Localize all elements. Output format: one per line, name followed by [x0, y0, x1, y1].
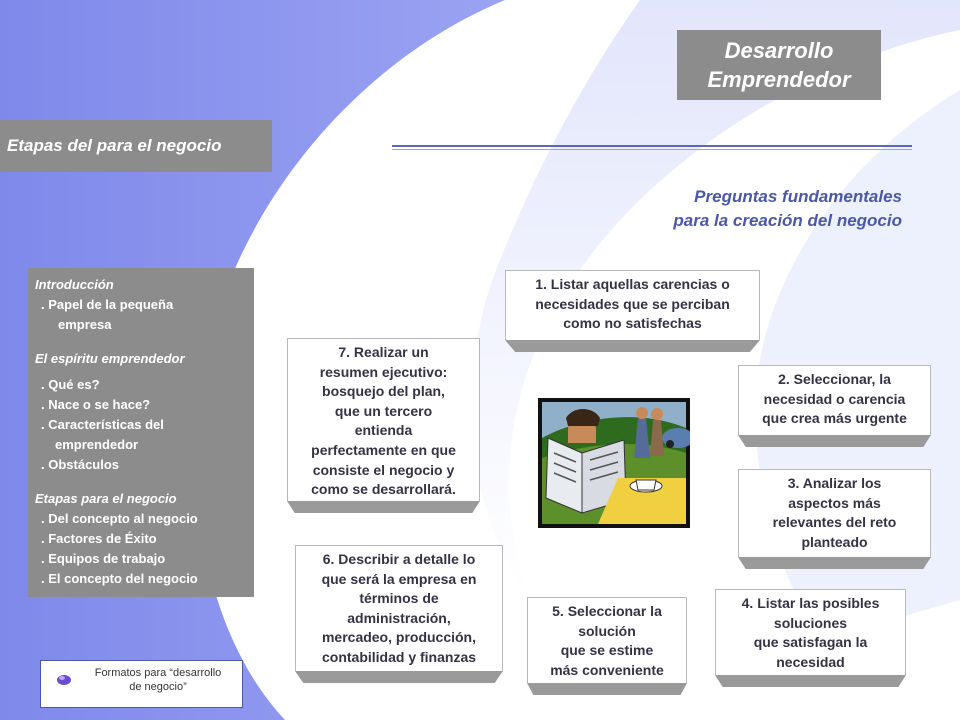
step-2-line-2: necesidad o carencia — [763, 390, 906, 407]
step-3-line-1: 3. Analizar los — [787, 475, 882, 491]
step-3-line-4: planteado — [801, 533, 868, 550]
step-7-line-6: perfectamente en que — [311, 441, 456, 458]
step-card-1[interactable] — [505, 270, 760, 340]
card-shadow — [505, 340, 760, 352]
brand-line-1: Desarrollo — [724, 38, 834, 63]
menu-item-caracteristicas-cont[interactable]: emprendedor — [55, 437, 139, 452]
step-7-line-2: resumen ejecutivo: — [319, 363, 448, 380]
menu-item-que-es[interactable]: . Qué es? — [41, 377, 100, 392]
person-reading-newspaper-illustration — [538, 398, 690, 528]
step-2-line-1: 2. Seleccionar, la — [778, 371, 891, 387]
step-5-line-4: más conveniente — [550, 661, 664, 678]
subtitle-line-2: para la creación del negocio — [673, 211, 902, 230]
step-4-line-3: que satisfagan la — [753, 634, 868, 651]
menu-item-factores[interactable]: . Factores de Éxito — [41, 531, 157, 546]
step-4-line-2: soluciones — [773, 614, 848, 631]
step-7-line-4: que un tercero — [334, 402, 433, 419]
step-3-line-3: relevantes del reto — [772, 514, 897, 531]
step-6-line-4: administración, — [347, 609, 451, 626]
step-1-line-2: necesidades que se perciban — [535, 295, 730, 312]
formats-line-2: de negocio” — [129, 681, 187, 693]
step-card-3[interactable] — [738, 469, 931, 557]
card-shadow — [715, 675, 906, 687]
card-shadow — [738, 435, 931, 447]
step-5-line-1: 5. Seleccionar la — [552, 603, 662, 619]
step-6-line-1: 6. Describir a detalle lo — [322, 551, 476, 567]
card-shadow — [287, 501, 480, 513]
divider-line — [392, 145, 912, 147]
menu-item-papel-cont[interactable]: empresa — [58, 317, 112, 332]
purple-bullet-icon — [56, 674, 72, 686]
step-6-line-5: mercadeo, producción, — [321, 629, 477, 646]
formats-link-text[interactable] — [78, 666, 238, 694]
menu-item-caracteristicas[interactable]: . Características del — [41, 417, 164, 432]
step-card-4[interactable] — [715, 589, 906, 675]
step-7-line-5: entienda — [354, 422, 413, 439]
step-7-line-7: consiste el negocio y — [312, 461, 455, 478]
menu-heading-stages[interactable]: Etapas para el negocio — [35, 491, 177, 506]
step-4-line-1: 4. Listar las posibles — [741, 595, 880, 611]
menu-heading-spirit[interactable]: El espíritu emprendedor — [35, 351, 185, 366]
formats-line-1: Formatos para “desarrollo — [94, 667, 222, 679]
step-6-line-2: que será la empresa en — [321, 570, 477, 587]
step-7-line-8: como se desarrollará. — [311, 481, 456, 498]
card-shadow — [527, 683, 687, 695]
brand-title-box — [677, 30, 881, 100]
step-7-line-3: bosquejo del plan, — [322, 383, 445, 400]
step-6-line-6: contabilidad y finanzas — [321, 648, 477, 665]
menu-item-obstaculos[interactable]: . Obstáculos — [41, 457, 120, 472]
step-card-5[interactable] — [527, 597, 687, 683]
step-card-6[interactable] — [295, 545, 503, 671]
step-6-line-3: términos de — [359, 590, 439, 607]
menu-item-concepto[interactable]: . El concepto del negocio — [41, 571, 198, 586]
page-subtitle — [560, 185, 902, 233]
step-card-7[interactable] — [287, 338, 480, 501]
step-7-line-1: 7. Realizar un — [338, 344, 429, 360]
step-4-line-4: necesidad — [776, 653, 845, 670]
brand-line-2: Emprendedor — [707, 67, 851, 92]
step-1-line-3: como no satisfechas — [563, 315, 702, 332]
card-shadow — [738, 557, 931, 569]
step-5-line-3: que se estime — [560, 642, 654, 659]
divider-line-thin — [392, 149, 912, 150]
step-5-line-2: solución — [578, 622, 636, 639]
subtitle-line-1: Preguntas fundamentales — [694, 187, 902, 206]
step-3-line-2: aspectos más — [788, 494, 881, 511]
section-title: Etapas del para el negocio — [0, 120, 272, 172]
step-1-line-1: 1. Listar aquellas carencias o — [535, 276, 730, 292]
menu-item-equipos[interactable]: . Equipos de trabajo — [41, 551, 166, 566]
menu-item-papel[interactable]: . Papel de la pequeña — [41, 297, 174, 312]
navigation-menu — [28, 268, 254, 597]
menu-item-nace[interactable]: . Nace o se hace? — [41, 397, 151, 412]
menu-item-concepto-negocio[interactable]: . Del concepto al negocio — [41, 511, 198, 526]
step-card-2[interactable] — [738, 365, 931, 435]
card-shadow — [295, 671, 503, 683]
step-2-line-3: que crea más urgente — [762, 410, 907, 427]
menu-heading-intro[interactable]: Introducción — [35, 277, 114, 292]
